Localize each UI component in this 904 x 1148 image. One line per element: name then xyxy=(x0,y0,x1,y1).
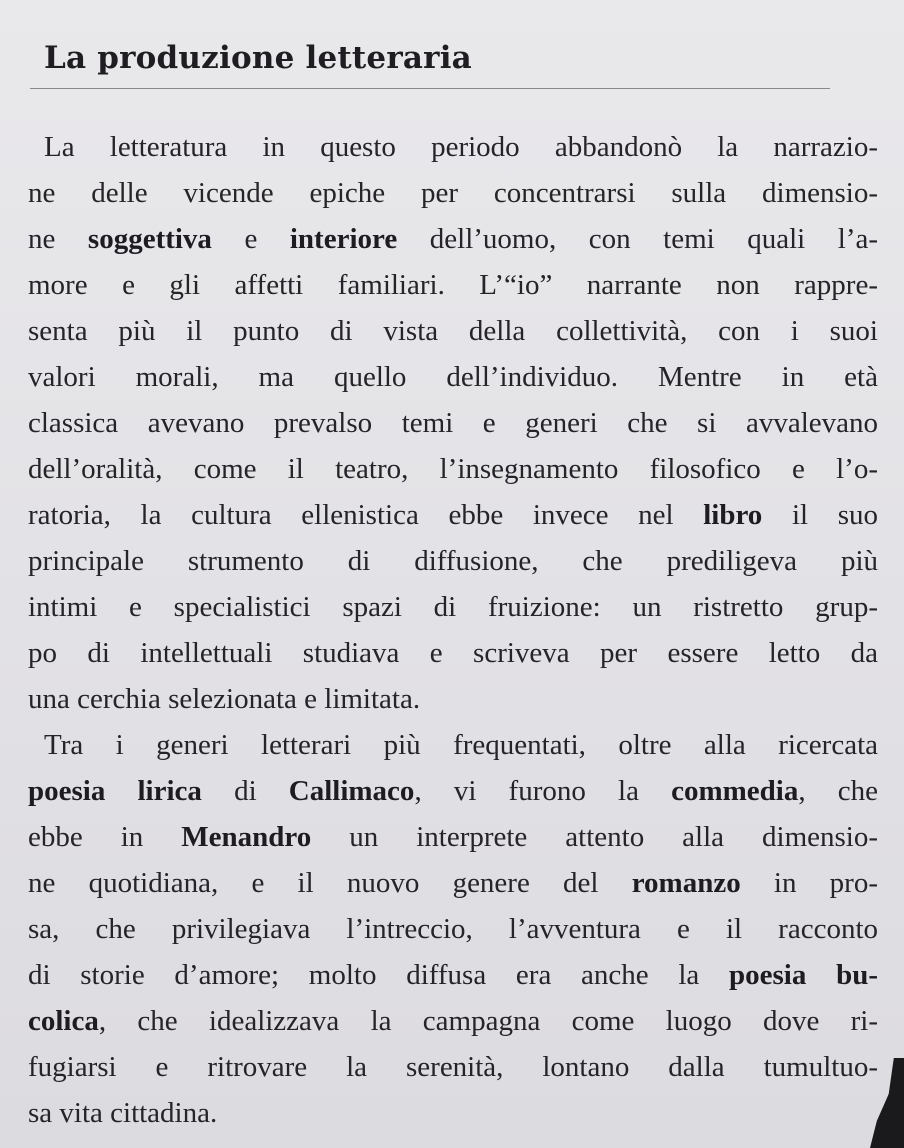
text-run: il suo xyxy=(762,499,878,531)
text-line xyxy=(28,354,878,400)
text-run: , vi furono la xyxy=(414,775,672,807)
text-line xyxy=(28,860,878,906)
bold-term: poesia lirica xyxy=(28,775,202,807)
text-line xyxy=(28,630,878,676)
bold-term: romanzo xyxy=(631,867,741,899)
text-run: una cerchia selezionata e limitata. xyxy=(28,683,421,715)
text-run: dell’uomo, con temi quali l’a- xyxy=(397,223,878,255)
text-run: intimi e specialistici spazi di fruizione: un ristretto grup- xyxy=(28,591,878,623)
bold-term: soggettiva xyxy=(87,223,212,255)
text-run: more e gli affetti familiari. L’“io” narrante non rappre- xyxy=(28,269,878,301)
text-line xyxy=(28,906,878,952)
text-run: senta più il punto di vista della collettività, con i suoi xyxy=(28,315,878,347)
text-run: ratoria, la cultura ellenistica ebbe invece nel xyxy=(28,499,704,531)
text-run: di storie d’amore; molto diffusa era anche la xyxy=(28,959,730,991)
text-line xyxy=(28,446,878,492)
text-line xyxy=(28,492,878,538)
bold-term: Menandro xyxy=(181,821,312,853)
bold-term: colica xyxy=(28,1005,99,1037)
bold-term: interiore xyxy=(289,223,398,255)
body-text xyxy=(28,124,878,1136)
text-line xyxy=(28,308,878,354)
text-run: , che idealizzava la campagna come luogo dove ri- xyxy=(98,1005,878,1037)
bold-term: libro xyxy=(703,499,763,531)
text-run: valori morali, ma quello dell’individuo. Mentre in età xyxy=(28,361,878,393)
text-line xyxy=(28,998,878,1044)
text-line xyxy=(28,170,878,216)
text-line xyxy=(28,722,878,768)
text-run: ne delle vicende epiche per concentrarsi sulla dimensio- xyxy=(28,177,878,209)
text-line xyxy=(28,676,878,722)
text-run: fugiarsi e ritrovare la serenità, lontano dalla tumultuo- xyxy=(28,1051,878,1083)
text-line xyxy=(28,584,878,630)
text-line xyxy=(28,1044,878,1090)
text-line xyxy=(28,952,878,998)
text-run: e xyxy=(211,223,290,255)
text-run: in pro- xyxy=(740,867,878,899)
text-run: ebbe in xyxy=(28,821,182,853)
text-run: principale strumento di diffusione, che prediligeva più xyxy=(28,545,878,577)
bold-term: Callimaco xyxy=(288,775,415,807)
text-run: di xyxy=(201,775,289,807)
text-run: Tra i generi letterari più frequentati, oltre alla ricercata xyxy=(44,729,878,761)
text-run: po di intellettuali studiava e scriveva per essere letto da xyxy=(28,637,878,669)
bold-term: poesia bu- xyxy=(729,959,878,991)
section-title: La produzione letteraria xyxy=(44,40,472,76)
text-run: dell’oralità, come il teatro, l’insegnamento filosofico e l’o- xyxy=(28,453,878,485)
text-run: classica avevano prevalso temi e generi che si avvalevano xyxy=(28,407,878,439)
text-run: La letteratura in questo periodo abbandonò la narrazio- xyxy=(44,131,878,163)
text-line xyxy=(28,216,878,262)
text-line xyxy=(28,768,878,814)
text-run: ne xyxy=(28,223,88,255)
bold-term: commedia xyxy=(671,775,799,807)
text-run: sa, che privilegiava l’intreccio, l’avventura e il racconto xyxy=(28,913,878,945)
text-run: sa vita cittadina. xyxy=(28,1097,218,1129)
text-line xyxy=(28,262,878,308)
title-divider xyxy=(30,88,830,89)
text-line xyxy=(28,538,878,584)
text-run: un interprete attento alla dimensio- xyxy=(311,821,878,853)
text-line xyxy=(28,124,878,170)
text-line xyxy=(28,814,878,860)
text-line xyxy=(28,1090,878,1136)
text-run: ne quotidiana, e il nuovo genere del xyxy=(28,867,632,899)
text-line xyxy=(28,400,878,446)
text-run: , che xyxy=(798,775,878,807)
